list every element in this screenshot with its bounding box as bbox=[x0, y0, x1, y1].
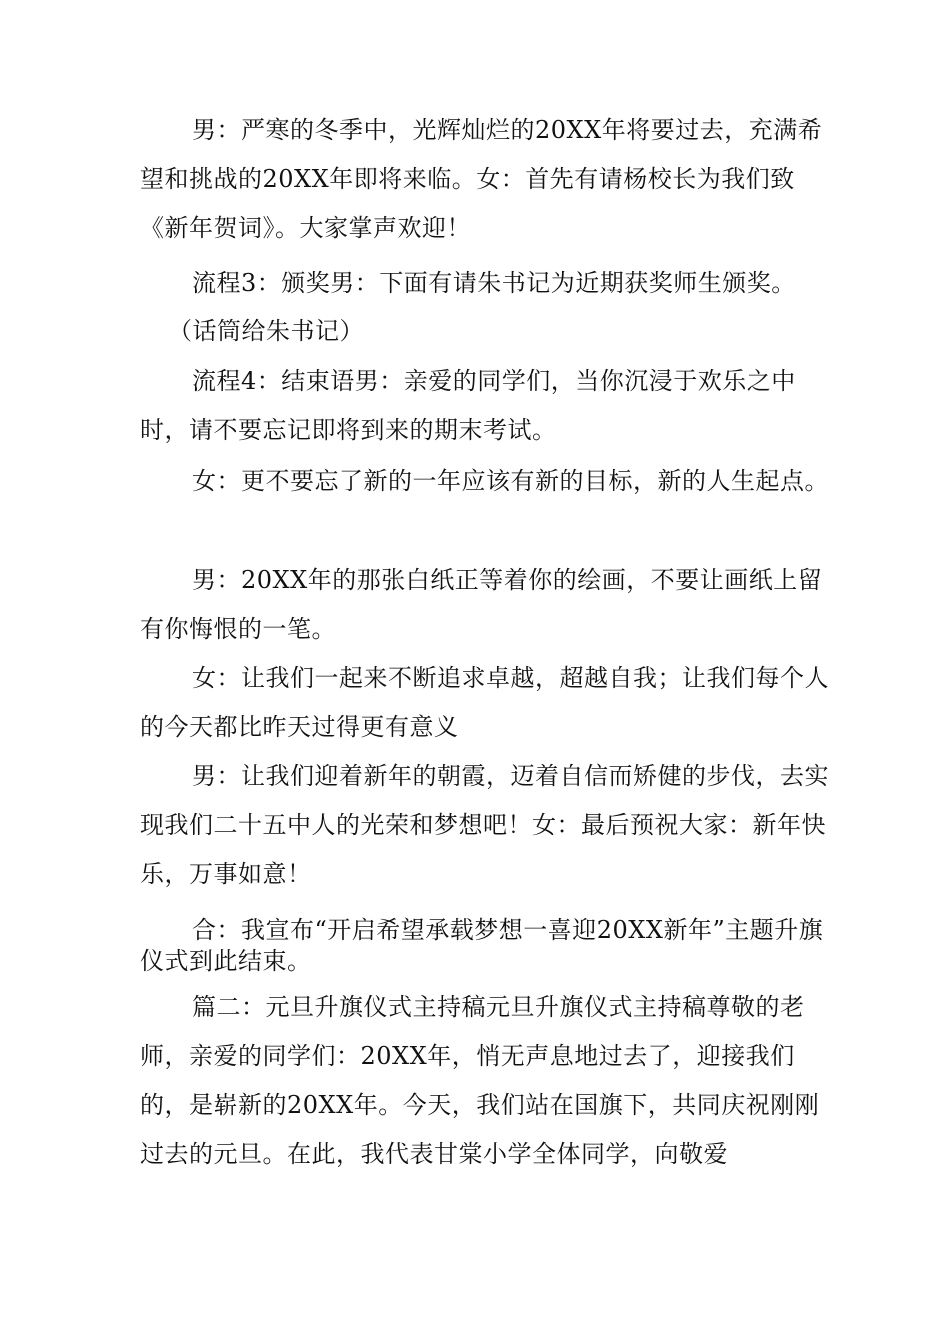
paragraph-female-excellence: 女：让我们一起来不断追求卓越，超越自我；让我们每个人的今天都比昨天过得更有意义 bbox=[140, 664, 829, 741]
paragraph-process-4: 流程4：结束语男：亲爱的同学们，当你沉浸于欢乐之中时，请不要忘记即将到来的期末考试。 bbox=[140, 367, 796, 444]
paragraph-male-white-paper: 男：20XX年的那张白纸正等着你的绘画，不要让画纸上留有你悔恨的一笔。 bbox=[140, 566, 823, 643]
paragraph-together-announcement: 合：我宣布“开启希望承载梦想一喜迎20XX新年”主题升旗仪式到此结束。 bbox=[140, 916, 824, 975]
paragraph-female-goals: 女：更不要忘了新的一年应该有新的目标，新的人生起点。 bbox=[192, 467, 829, 495]
paragraph-part-two: 篇二：元旦升旗仪式主持稿元旦升旗仪式主持稿尊敬的老师，亲爱的同学们：20XX年，悄无声息地过去了，迎接我们的，是崭新的20XX年。今天，我们站在国旗下，共同庆祝刚刚过去的元旦。在此，我代表甘棠小学全体同学，向敬爱 bbox=[140, 993, 820, 1168]
paragraph-microphone-note: （话筒给朱书记） bbox=[168, 317, 364, 345]
paragraph-male-new-year-dawn: 男：让我们迎着新年的朝霞，迈着自信而矫健的步伐，去实现我们二十五中人的光荣和梦想吧！女：最后预祝大家：新年快乐，万事如意！ bbox=[140, 762, 829, 888]
paragraph-opening: 男：严寒的冬季中，光辉灿烂的20XX年将要过去，充满希望和挑战的20XX年即将来临。女：首先有请杨校长为我们致《新年贺词》。大家掌声欢迎！ bbox=[140, 116, 823, 242]
paragraph-process-3: 流程3：颁奖男：下面有请朱书记为近期获奖师生颁奖。 bbox=[192, 269, 796, 297]
